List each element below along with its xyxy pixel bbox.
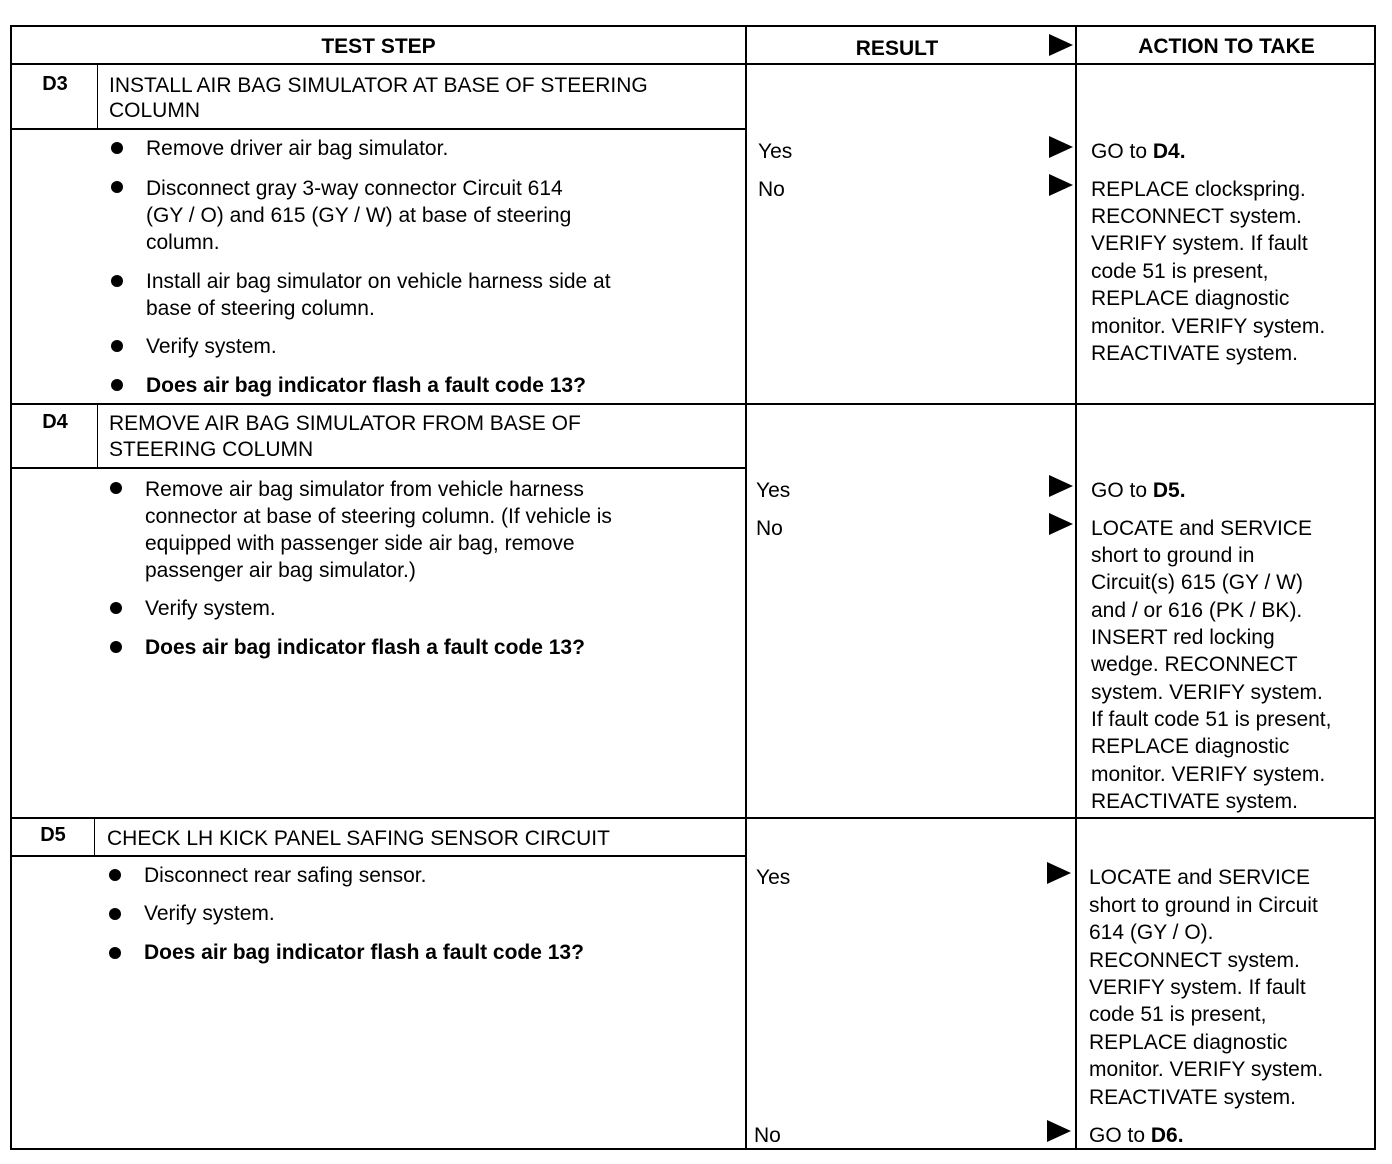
result-no: No [754, 1124, 781, 1147]
result-no: No [758, 178, 785, 201]
bullet-icon [111, 379, 123, 391]
divider-result-column [745, 27, 747, 1150]
result-arrow-icon [1049, 174, 1073, 196]
bullet-question: Does air bag indicator flash a fault code 13? [146, 374, 586, 397]
bullet-text: connector at base of steering column. (If vehicle is [145, 505, 612, 528]
step-id-divider [97, 64, 98, 128]
result-arrow-icon [1049, 513, 1073, 535]
result-arrow-icon [1049, 136, 1073, 158]
action-goto: GO to D5. [1091, 479, 1186, 502]
bullet-text: Disconnect rear safing sensor. [144, 864, 427, 887]
bullet-icon [109, 908, 121, 920]
bullet-icon [110, 602, 122, 614]
bullet-text: Disconnect gray 3-way connector Circuit 614 [146, 177, 563, 200]
bullet-text: Verify system. [144, 902, 275, 925]
divider-action-column [1075, 27, 1077, 1150]
step-title: COLUMN [109, 99, 201, 122]
bullet-text: passenger air bag simulator.) [145, 559, 416, 582]
bullet-icon [109, 947, 121, 959]
step-title: REMOVE AIR BAG SIMULATOR FROM BASE OF [109, 412, 581, 435]
bullet-icon [110, 641, 122, 653]
title-divider [12, 128, 745, 130]
result-yes: Yes [756, 866, 791, 889]
result-yes: Yes [758, 140, 793, 163]
result-yes: Yes [756, 479, 791, 502]
step-title: STEERING COLUMN [109, 438, 314, 461]
bullet-icon [109, 869, 121, 881]
header-test-step: TEST STEP [321, 35, 436, 58]
bullet-text: Remove driver air bag simulator. [146, 137, 449, 160]
bullet-text: Remove air bag simulator from vehicle harness [145, 478, 584, 501]
step-id: D4 [42, 411, 68, 433]
bullet-text: Install air bag simulator on vehicle harness side at [146, 270, 611, 293]
bullet-icon [111, 275, 123, 287]
bullet-icon [111, 181, 123, 193]
step-id-divider [97, 404, 98, 467]
bullet-text: base of steering column. [146, 297, 375, 320]
step-id: D3 [42, 73, 68, 95]
step-id-divider [94, 818, 95, 855]
bullet-question: Does air bag indicator flash a fault code 13? [144, 941, 584, 964]
header-arrow-icon [1049, 34, 1073, 56]
bullet-text: equipped with passenger side air bag, remove [145, 532, 575, 555]
result-no: No [756, 517, 783, 540]
step-title: INSTALL AIR BAG SIMULATOR AT BASE OF STEERING [109, 74, 648, 97]
result-arrow-icon [1047, 1120, 1071, 1142]
bullet-icon [111, 340, 123, 352]
step-divider [12, 817, 1374, 819]
header-result: RESULT [855, 37, 939, 60]
header-action-to-take: ACTION TO TAKE [1138, 35, 1315, 58]
bullet-icon [110, 482, 122, 494]
action-goto: GO to D6. [1089, 1124, 1184, 1147]
action-goto: GO to D4. [1091, 140, 1186, 163]
bullet-text: Verify system. [145, 597, 276, 620]
step-title: CHECK LH KICK PANEL SAFING SENSOR CIRCUIT [107, 827, 610, 850]
diagnostic-table: TEST STEP RESULT ACTION TO TAKE D3 INSTALL AIR BAG SIMULATOR AT BASE OF STEERING COLUMN Remove driver air bag simulator. Disconnect gray 3-way connector Circuit 614 (GY / O) and 615 (GY / W) at base of steering column. Install air bag simulator on vehicle harness side at base of steering column. Verify system. Does air bag indicator flash a fault code 13? Yes GO to D4. No REPLACE clockspring. RECONNECT system. VERIFY system. If fault code 51 is present, REPLACE diagnostic monitor. VERIFY system. REACTIVATE system. D4 REMOVE AIR BAG SIMULATOR FROM BASE OF STEERING COLUMN Remove air bag simulator from vehicle harness connector at base of steering column. (If vehicle is equipped with passenger side air bag, remove passenger air bag simulator.) Verify system. Does air bag indicator flash a fault code 13? Yes GO to D5. No LOCATE and SERVICE short to ground in Circuit(s) 615 (GY / W) and / or 616 (PK / BK). INSERT red locking wedge. RECONNECT system. VERIFY system. If fault code 51 is present, REPLACE diagnostic monitor. VERIFY system. REACTIVATE system. D5 CHECK LH KICK PANEL SAFING SENSOR CIRCUIT Disconnect rear safing sensor. Verify system. Does air bag indicator flash a fault code 13? Yes LOCATE and SERVICE short to ground in Circuit 614 (GY / O). RECONNECT system. VERIFY system. If fault code 51 is present, REPLACE diagnostic monitor. VERIFY system. REACTIVATE system. No GO to D6. [10, 25, 1376, 1150]
bullet-text: (GY / O) and 615 (GY / W) at base of steering [146, 204, 572, 227]
step-divider [12, 403, 1374, 405]
bullet-text: column. [146, 231, 220, 254]
header-divider [12, 63, 1374, 65]
title-divider [12, 467, 745, 469]
result-arrow-icon [1049, 475, 1073, 497]
result-arrow-icon [1047, 862, 1071, 884]
title-divider [12, 855, 745, 857]
bullet-question: Does air bag indicator flash a fault code 13? [145, 636, 585, 659]
bullet-icon [111, 142, 123, 154]
step-id: D5 [40, 824, 66, 846]
bullet-text: Verify system. [146, 335, 277, 358]
